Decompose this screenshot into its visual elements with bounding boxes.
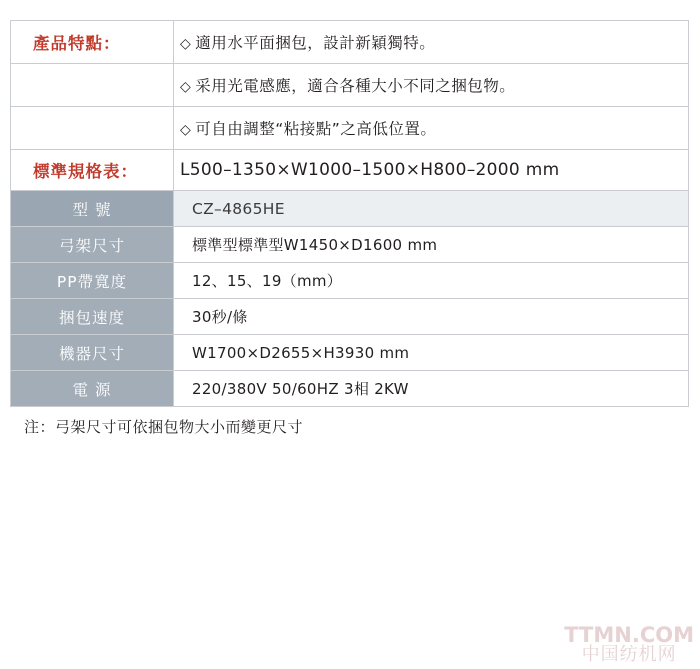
standard-spec-value: L500–1350×W1000–1500×H800–2000 mm <box>174 150 689 191</box>
row-value-frame-size: 標準型標準型W1450×D1600 mm <box>174 227 689 263</box>
row-header-pp-band-width: PP帶寬度 <box>11 263 174 299</box>
row-value-strapping-speed: 30秒/條 <box>174 299 689 335</box>
row-header-power: 電 源 <box>11 371 174 407</box>
row-header-model: 型 號 <box>11 191 174 227</box>
watermark <box>564 624 694 665</box>
table-row <box>11 191 689 227</box>
row-header-strapping-speed: 捆包速度 <box>11 299 174 335</box>
features-label: 產品特點： <box>11 21 174 64</box>
diamond-bullet-icon: ◇ <box>180 122 192 138</box>
table-row <box>11 263 689 299</box>
row-value-model: CZ–4865HE <box>174 191 689 227</box>
diamond-bullet-icon: ◇ <box>180 79 192 95</box>
feature-row <box>11 107 689 150</box>
feature-row <box>11 21 689 64</box>
standard-spec-label: 標準規格表： <box>11 150 174 191</box>
row-header-frame-size: 弓架尺寸 <box>11 227 174 263</box>
watermark-line-1: TTMN.COM <box>564 623 694 648</box>
feature-item-2 <box>174 64 689 107</box>
feature-item-3-text: 可自由調整“粘接點”之高低位置。 <box>195 120 437 138</box>
row-value-machine-size: W1700×D2655×H3930 mm <box>174 335 689 371</box>
table-row <box>11 335 689 371</box>
row-value-pp-band-width: 12、15、19（mm） <box>174 263 689 299</box>
feature-item-1-text: 適用水平面捆包，設計新穎獨特。 <box>195 34 436 52</box>
spec-table <box>10 20 689 407</box>
diamond-bullet-icon: ◇ <box>180 36 192 52</box>
feature-row <box>11 64 689 107</box>
footnote: 注：弓架尺寸可依捆包物大小而變更尺寸 <box>24 418 304 436</box>
feature-spacer-cell <box>11 64 174 107</box>
table-row <box>11 371 689 407</box>
watermark-line-2: 中国纺机网 <box>581 644 677 666</box>
feature-item-3 <box>174 107 689 150</box>
feature-spacer-cell <box>11 107 174 150</box>
table-row <box>11 299 689 335</box>
row-header-machine-size: 機器尺寸 <box>11 335 174 371</box>
feature-item-2-text: 采用光電感應，適合各種大小不同之捆包物。 <box>195 77 516 95</box>
table-row <box>11 227 689 263</box>
spec-sheet <box>10 20 689 437</box>
feature-item-1 <box>174 21 689 64</box>
row-value-power: 220/380V 50/60HZ 3相 2KW <box>174 371 689 407</box>
standard-spec-row <box>11 150 689 191</box>
